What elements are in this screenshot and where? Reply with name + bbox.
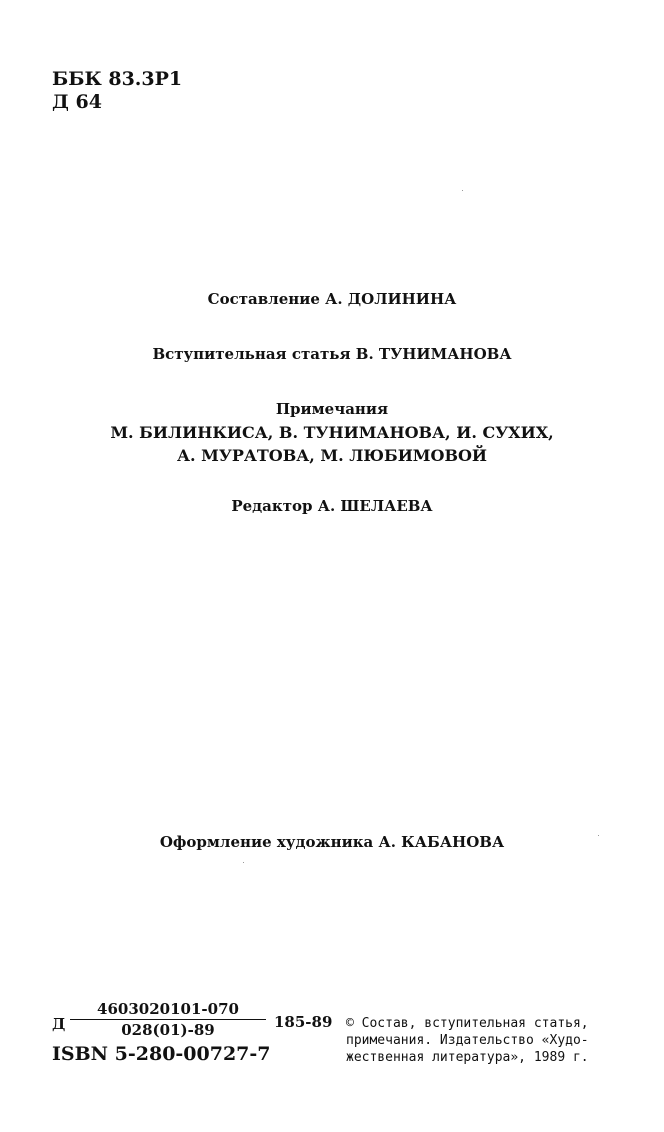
speck — [598, 835, 599, 836]
index-letter: Д — [52, 1015, 66, 1033]
copyright-line-1: © Состав, вступительная статья, — [346, 1016, 589, 1031]
author-mark: Д 64 — [52, 91, 102, 113]
index-numerator: 4603020101-070 — [70, 1000, 266, 1020]
index-fraction — [70, 1000, 266, 1039]
copyright-notice — [346, 1015, 614, 1066]
editor-credit: Редактор А. ШЕЛАЕВА — [231, 497, 433, 515]
index-denominator: 028(01)-89 — [121, 1021, 215, 1039]
copyright-line-2: примечания. Издательство «Худо- — [346, 1033, 589, 1048]
bbk-code: ББК 83.3Р1 — [52, 68, 183, 90]
speck — [243, 862, 244, 863]
notes-credit — [0, 398, 664, 467]
notes-label: Примечания — [275, 400, 389, 418]
isbn: ISBN 5-280-00727-7 — [52, 1043, 271, 1065]
speck — [462, 190, 463, 191]
catalog-block — [52, 68, 182, 114]
notes-names-line-2: А. МУРАТОВА, М. ЛЮБИМОВОЙ — [176, 446, 488, 465]
notes-names-line-1: М. БИЛИНКИСА, В. ТУНИМАНОВА, И. СУХИХ, — [110, 423, 554, 442]
compiler-credit: Составление А. ДОЛИНИНА — [207, 290, 457, 308]
design-credit: Оформление художника А. КАБАНОВА — [159, 833, 505, 851]
intro-article-credit: Вступительная статья В. ТУНИМАНОВА — [152, 345, 512, 363]
index-code: 185-89 — [274, 1013, 333, 1031]
copyright-line-3: жественная литература», 1989 г. — [346, 1050, 589, 1065]
